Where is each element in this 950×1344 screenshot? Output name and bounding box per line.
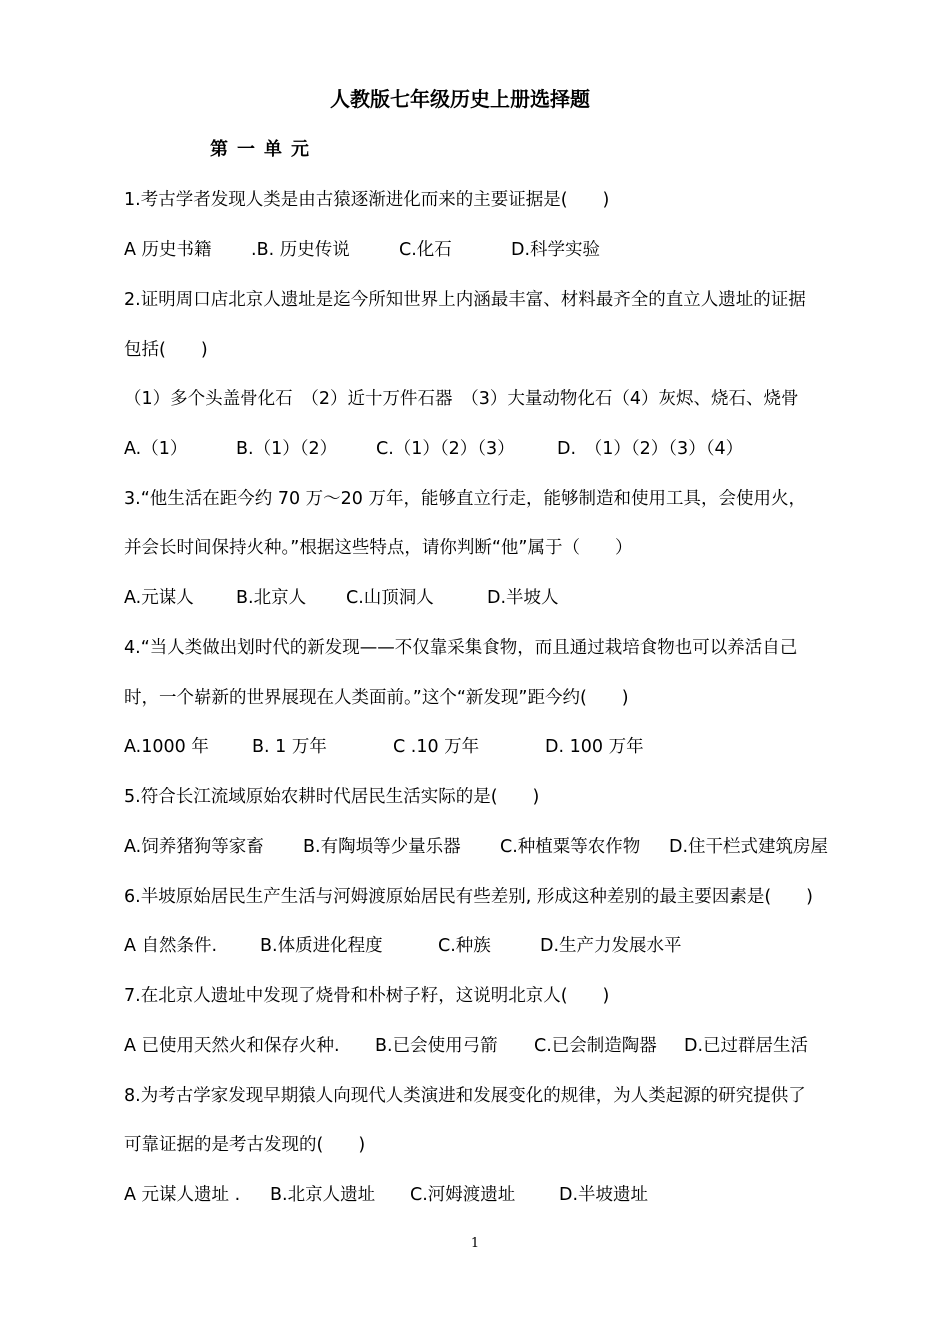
option-a: A.饲养猪狗等家畜: [124, 837, 264, 857]
option-c: C.种族: [438, 936, 491, 956]
question-3-stem: 3.“他生活在距今约 70 万～20 万年，能够直立行走，能够制造和使用工具，会使用火，: [124, 489, 806, 509]
unit-heading-char: 一: [237, 139, 255, 160]
question-4-stem-cont: 时，一个崭新的世界展现在人类面前。”这个“新发现”距今约( ): [124, 688, 629, 708]
option-b: B. 1 万年: [252, 737, 327, 757]
document-title: 人教版七年级历史上册选择题: [330, 87, 590, 111]
option-d: D. 100 万年: [545, 737, 644, 757]
question-8-stem: 8.为考古学家发现早期猿人向现代人类演进和发展变化的规律，为人类起源的研究提供了: [124, 1086, 806, 1106]
option-c: C.种植粟等农作物: [500, 837, 641, 857]
option-c: C.已会制造陶器: [534, 1036, 657, 1056]
option-d: D.住干栏式建筑房屋: [669, 837, 829, 857]
option-a: A.（1）: [124, 439, 188, 459]
page-number: 1: [470, 1236, 480, 1251]
question-2-stem-cont: 包括( ): [124, 340, 208, 360]
question-5-stem: 5.符合长江流域原始农耕时代居民生活实际的是( ): [124, 787, 540, 807]
option-b: B.北京人遗址: [270, 1185, 376, 1205]
option-b: B.有陶埙等少量乐器: [303, 837, 461, 857]
unit-heading-char: 元: [291, 139, 309, 160]
option-b: B.北京人: [236, 588, 307, 608]
option-d: D.半坡遗址: [559, 1185, 649, 1205]
question-4-stem: 4.“当人类做出划时代的新发现——不仅靠采集食物，而且通过栽培食物也可以养活自己: [124, 638, 798, 658]
option-a: A 自然条件.: [124, 936, 218, 956]
option-b: B.体质进化程度: [260, 936, 383, 956]
question-1-stem: 1.考古学者发现人类是由古猿逐渐进化而来的主要证据是( ): [124, 190, 610, 210]
question-2-statements: （1）多个头盖骨化石 （2）近十万件石器 （3）大量动物化石（4）灰烬、烧石、烧骨: [124, 389, 799, 409]
option-a: A.元谋人: [124, 588, 194, 608]
question-2-stem: 2.证明周口店北京人遗址是迄今所知世界上内涵最丰富、材料最齐全的直立人遗址的证据: [124, 290, 806, 310]
question-3-stem-cont: 并会长时间保持火种。”根据这些特点，请你判断“他”属于（ ）: [124, 538, 633, 558]
option-d: D.半坡人: [487, 588, 559, 608]
option-d: D.科学实验: [511, 240, 601, 260]
option-a: A.1000 年: [124, 737, 209, 757]
option-a: A 历史书籍: [124, 240, 212, 260]
unit-heading-char: 第: [210, 139, 228, 160]
option-b: .B. 历史传说: [251, 240, 350, 260]
question-7-stem: 7.在北京人遗址中发现了烧骨和朴树子籽，这说明北京人( ): [124, 986, 610, 1006]
option-d: D.生产力发展水平: [540, 936, 682, 956]
option-a: A 已使用天然火和保存火种.: [124, 1036, 340, 1056]
option-c: C.山顶洞人: [346, 588, 434, 608]
option-b: B.已会使用弓箭: [375, 1036, 498, 1056]
unit-heading: [210, 138, 318, 162]
question-6-stem: 6.半坡原始居民生产生活与河姆渡原始居民有些差别, 形成这种差别的最主要因素是( ): [124, 887, 813, 907]
unit-heading-char: 单: [264, 139, 282, 160]
option-d: D.已过群居生活: [684, 1036, 809, 1056]
option-c: C.（1）（2）（3）: [376, 439, 515, 459]
option-c: C.化石: [399, 240, 452, 260]
option-c: C .10 万年: [393, 737, 480, 757]
option-b: B.（1）（2）: [236, 439, 338, 459]
option-a: A 元谋人遗址 .: [124, 1185, 241, 1205]
option-c: C.河姆渡遗址: [410, 1185, 516, 1205]
option-d: D. （1）（2）（3）（4）: [557, 439, 744, 459]
question-8-stem-cont: 可靠证据的是考古发现的( ): [124, 1135, 366, 1155]
